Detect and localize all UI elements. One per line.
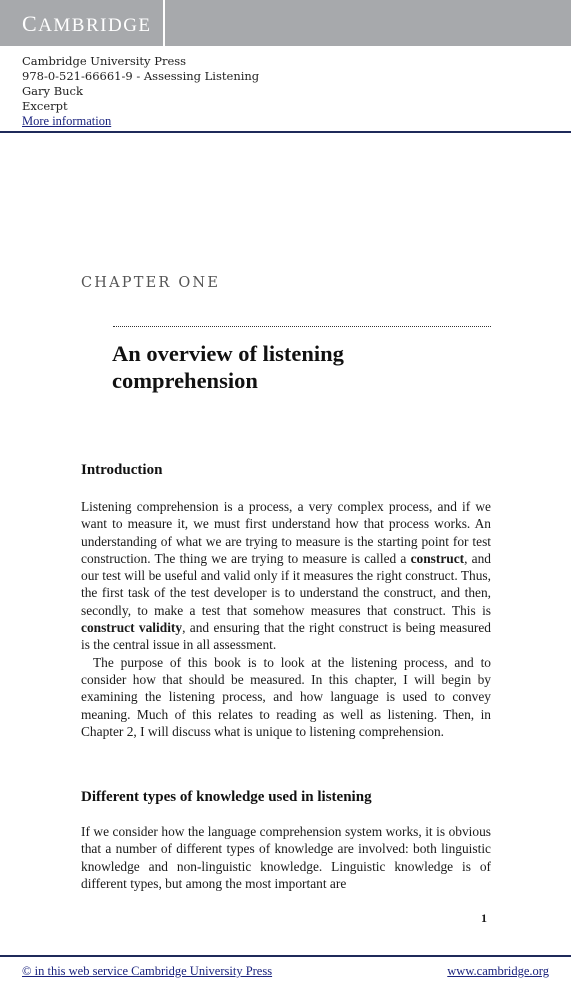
header-divider	[0, 131, 571, 133]
chapter-title: An overview of listening comprehension	[112, 341, 344, 393]
page-number: 1	[481, 911, 487, 925]
isbn-title: 978-0-521-66661-9 - Assessing Listening	[22, 69, 260, 83]
paragraph: The purpose of this book is to look at the listening process, and to consider how that should be measured. In this chapter, I will begin by examining the listening process, and how language is used to convey meaning. Much of this relates to reading as well as listening. Then, in Chapter 2, I will discuss what is unique to listening comprehension.	[81, 654, 491, 739]
paragraph: If we consider how the language comprehension system works, it is obvious that a number of different types of knowledge are involved: both linguistic knowledge and non-linguistic knowledge. Linguistic knowledge is of different types, but among the most important are	[81, 824, 491, 891]
introduction-body	[81, 498, 491, 740]
knowledge-types-body	[81, 823, 491, 892]
cambridge-logo: CAMBRIDGE	[22, 11, 152, 36]
section-heading-introduction: Introduction	[81, 462, 163, 478]
author-name: Gary Buck	[22, 84, 83, 98]
website-link[interactable]: www.cambridge.org	[447, 964, 549, 978]
copyright-link[interactable]: © in this web service Cambridge University Press	[22, 964, 273, 978]
footer-divider	[0, 955, 571, 957]
chapter-label: CHAPTER ONE	[81, 275, 221, 291]
paragraph: Listening comprehension is a process, a very complex process, and if we want to measure it, we must first understand how that process works. An understanding of what we are trying to measure is the starting point for test construction. The thing we are trying to measure is called a construct, and our test will be useful and valid only if it measures the right construct. Thus, the first task of the test developer is to understand the construct, and then, secondly, to make a test that somehow measures that construct. This is construct validity, and ensuring that the right construct is being measured is the central issue in all assessment.	[81, 499, 491, 653]
excerpt-label: Excerpt	[22, 99, 68, 113]
logo-block	[0, 0, 165, 46]
more-information-link[interactable]: More information	[22, 114, 112, 128]
header-bar	[0, 0, 571, 46]
dotted-divider	[113, 326, 491, 327]
publisher-name: Cambridge University Press	[22, 54, 187, 68]
book-metadata	[22, 54, 259, 129]
section-heading-knowledge-types: Different types of knowledge used in listening	[81, 789, 372, 805]
